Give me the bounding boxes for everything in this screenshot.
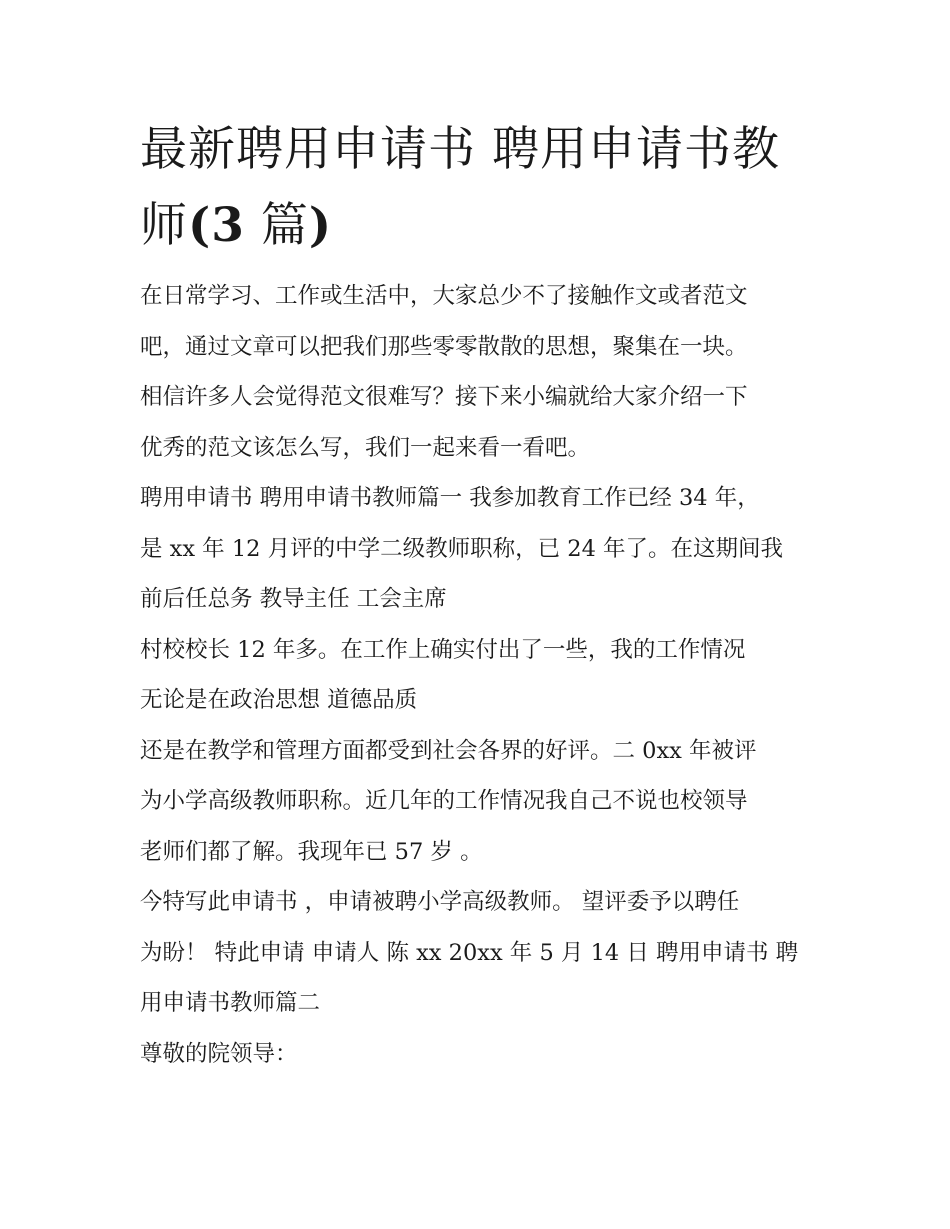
title-line-2: [140, 188, 816, 264]
title-line-2-prefix: 师: [140, 198, 188, 253]
body-line: 今特写此申请书 ，申请被聘小学高级教师。 望评委予以聘任: [140, 889, 740, 915]
body-line: 尊敬的院领导：: [140, 1040, 298, 1067]
body-line: 还是在教学和管理方面都受到社会各界的好评。二 0xx 年被评: [140, 737, 757, 764]
body-line: 吧，通过文章可以把我们那些零零散散的思想，聚集在一块。: [140, 333, 748, 360]
body-line: 相信许多人会觉得范文很难写？接下来小编就给大家介绍一下: [140, 384, 748, 410]
body-line: 为小学高级教师职称。近几年的工作情况我自己不说也校领导: [140, 788, 748, 814]
body-line: 村校校长 12 年多。在工作上确实付出了一些，我的工作情况: [140, 636, 746, 663]
document-page: [140, 112, 816, 1079]
body-line: 前后任总务 教导主任 工会主席: [140, 586, 447, 612]
document-title: [140, 112, 816, 264]
body-line: 聘用申请书 聘用申请书教师篇一 我参加教育工作已经 34 年，: [140, 485, 760, 511]
title-line-2-bold: (3: [188, 198, 245, 253]
body-line: 用申请书教师篇二: [140, 990, 321, 1016]
body-line: 为盼！ 特此申请 申请人 陈 xx 20xx 年 5 月 14 日 聘用申请书 聘: [140, 939, 799, 966]
body-line: 是 xx 年 12 月评的中学二级教师职称，已 24 年了。在这期间我: [140, 535, 784, 562]
title-line-2-suffix: ): [308, 198, 333, 253]
body-line: 无论是在政治思想 道德品质: [140, 687, 418, 713]
title-line-2-mid: 篇: [244, 198, 309, 253]
document-body: [140, 271, 816, 1079]
body-line: 老师们都了解。我现年已 57 岁 。: [140, 838, 483, 865]
body-line: 优秀的范文该怎么写，我们一起来看一看吧。: [140, 434, 591, 461]
title-line-1: 最新聘用申请书 聘用申请书教: [140, 122, 780, 177]
body-line: 在日常学习、工作或生活中，大家总少不了接触作文或者范文: [140, 283, 748, 309]
